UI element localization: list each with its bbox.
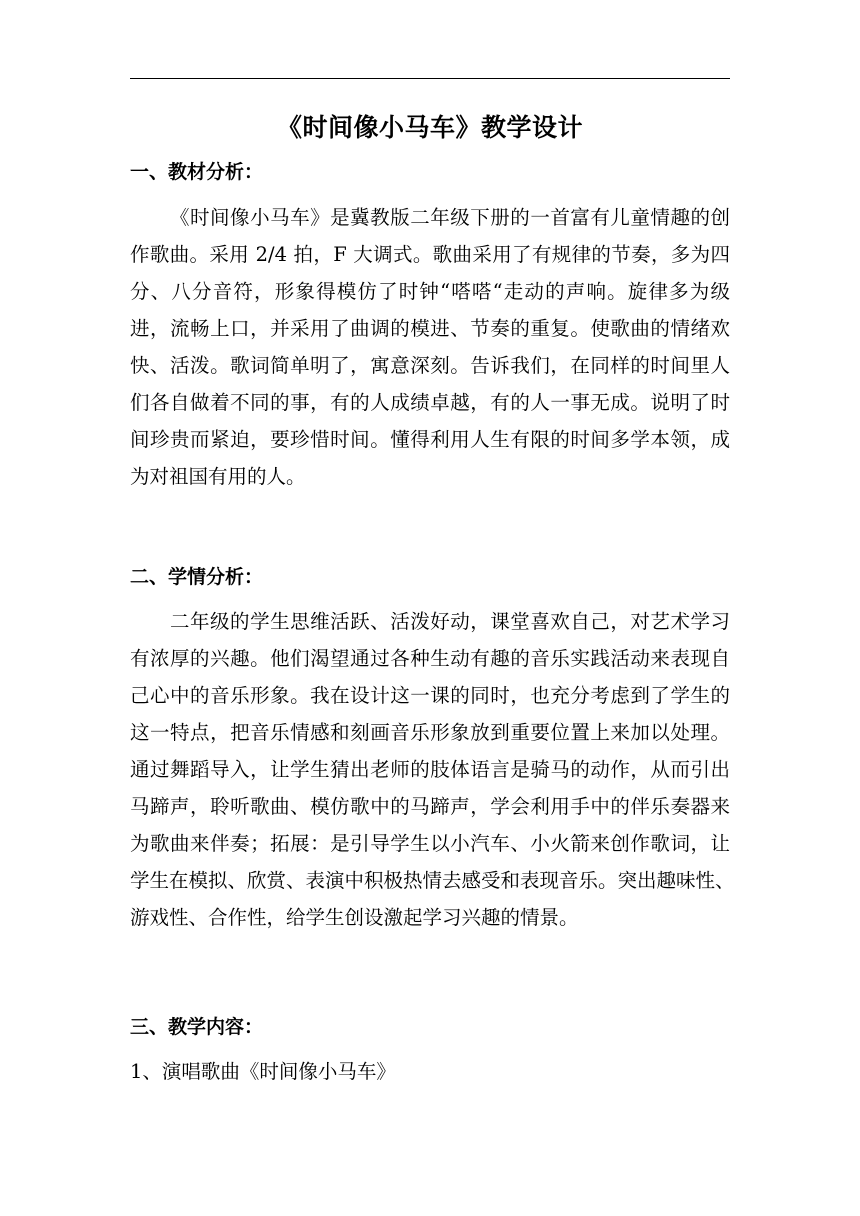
header-rule [130,78,730,79]
paragraph-line: 这一特点，把音乐情感和刻画音乐形象放到重要位置上来加以处理。 [130,721,730,744]
paragraph-line: 己心中的音乐形象。我在设计这一课的同时，也充分考虑到了学生的 [130,684,730,707]
paragraph-line: 分、八分音符，形象得模仿了时钟“嗒嗒“走动的声响。旋律多为级 [130,280,730,303]
paragraph-line: 快、活泼。歌词简单明了，寓意深刻。告诉我们，在同样的时间里人 [130,354,730,377]
section-paragraph-analysis [130,199,730,495]
paragraph-line: 通过舞蹈导入，让学生猜出老师的肢体语言是骑马的动作，从而引出 [130,758,730,781]
paragraph-line: 《时间像小马车》是冀教版二年级下册的一首富有儿童情趣的创 [170,206,730,229]
section-heading-analysis: 一、教材分析： [130,161,264,183]
paragraph-line: 作歌曲。采用 2/4 拍，F 大调式。歌曲采用了有规律的节奏，多为四 [130,243,730,266]
paragraph-line: 二年级的学生思维活跃、活泼好动，课堂喜欢自己，对艺术学习 [170,610,730,633]
content-list [130,1053,730,1090]
section-heading-content: 三、教学内容： [130,1016,264,1038]
paragraph-line: 进，流畅上口，并采用了曲调的模进、节奏的重复。使歌曲的情绪欢 [130,317,730,340]
paragraph-line: 为对祖国有用的人。 [130,465,306,488]
paragraph-line: 有浓厚的兴趣。他们渴望通过各种生动有趣的音乐实践活动来表现自 [130,647,730,670]
paragraph-line: 马蹄声，聆听歌曲、模仿歌中的马蹄声，学会利用手中的伴乐奏器来 [130,795,730,818]
section-paragraph-students [130,603,735,936]
paragraph-line: 学生在模拟、欣赏、表演中积极热情去感受和表现音乐。突出趣味性、 [130,869,735,892]
document-title: 《时间像小马车》教学设计 [276,113,583,142]
paragraph-line: 为歌曲来伴奏；拓展：是引导学生以小汽车、小火箭来创作歌词，让 [130,832,730,855]
paragraph-line: 间珍贵而紧迫，要珍惜时间。懂得利用人生有限的时间多学本领，成 [130,428,730,451]
content-item: 1、演唱歌曲《时间像小马车》 [130,1060,396,1083]
section-heading-students: 二、学情分析： [130,566,264,588]
paragraph-line: 们各自做着不同的事，有的人成绩卓越，有的人一事无成。说明了时 [130,391,730,414]
paragraph-line: 游戏性、合作性，给学生创设激起学习兴趣的情景。 [130,906,579,929]
